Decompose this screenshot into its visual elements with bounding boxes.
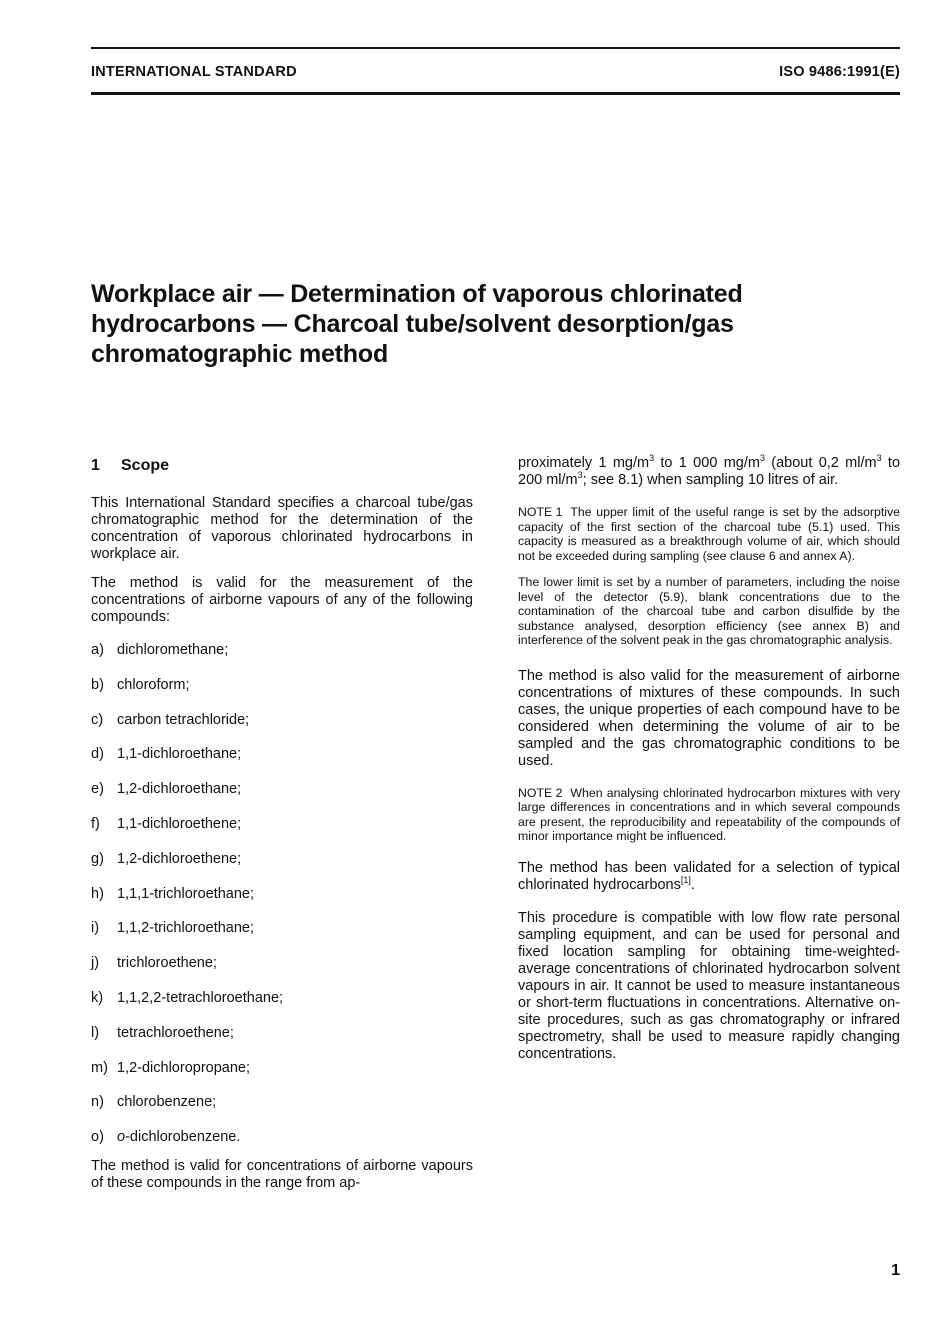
scope-paragraph-1: This International Standard specifies a charcoal tube/gas chromatographic method for the determination of the concentration of vaporous chlorinated hydrocarbons in workplace air. — [91, 495, 473, 562]
page-number: 1 — [891, 1262, 900, 1279]
right-column — [518, 455, 900, 1075]
list-item: c) carbon tetrachloride; — [91, 711, 250, 728]
section-heading-scope — [91, 455, 473, 477]
note-2: NOTE 2 When analysing chlorinated hydrocarbon mixtures with very large differences in concentrations and in which several compounds are present, the reproducibility and repeatability of the compounds of minor importance might be influenced. — [518, 785, 900, 843]
list-item: o) o-dichlorobenzene. — [91, 1129, 241, 1146]
scope-paragraph-2: The method is valid for the measurement of the concentrations of airborne vapours of any of the following compounds: — [91, 575, 473, 625]
header-top-rule — [91, 47, 900, 49]
left-column — [91, 455, 473, 1204]
document-title — [91, 279, 811, 369]
list-item: m) 1,2-dichloropropane; — [91, 1059, 251, 1076]
procedure-paragraph: This procedure is compatible with low flow rate personal sampling equipment, and can be used for personal and fixed location sampling for obtaining time-weighted-average concentrations of chlorinated hydrocarbon solvent vapours in air. It cannot be used to measure instantaneous or short-term fluctuations in concentrations. Alternative on-site procedures, such as gas chromatography or infrared spectrometry, shall be used to measure rapidly changing concentrations. — [518, 909, 900, 1062]
note-label: NOTE 2 — [518, 785, 563, 800]
list-item: b) chloroform; — [91, 676, 190, 693]
list-item: g) 1,2-dichloroethene; — [91, 850, 242, 867]
range-continuation: proximately 1 $mg/m^3$ to 1 000 $mg/m^3$ (about 0,2 $ml/m^3$ to 200 $ml/m^3$; see 8.1) when sampling 10 litres of air. — [518, 453, 901, 488]
validated-paragraph: The method has been validated for a selection of typical chlorinated hydrocarbons[1]. — [518, 859, 900, 893]
list-item: d) 1,1-dichloroethane; — [91, 746, 242, 763]
compound-list — [91, 642, 473, 1146]
list-item: k) 1,1,2,2-tetrachloroethane; — [91, 989, 284, 1006]
header-standard-number: ISO 9486:1991(E) — [779, 64, 900, 80]
list-item: h) 1,1,1-trichloroethane; — [91, 885, 255, 902]
section-number: 1 — [91, 457, 100, 474]
title-line-3: chromatographic method — [91, 340, 389, 368]
title-line-1: Workplace air — Determination of vaporous chlorinated — [91, 280, 743, 308]
list-item: n) chlorobenzene; — [91, 1094, 217, 1111]
title-line-2: hydrocarbons — Charcoal tube/solvent desorption/gas — [91, 310, 734, 338]
list-item: e) 1,2-dichloroethane; — [91, 781, 242, 798]
scope-paragraph-3: The method is valid for concentrations of airborne vapours of these compounds in the range from ap- — [91, 1158, 473, 1192]
list-item: j) trichloroethene; — [91, 955, 217, 972]
header-bottom-rule — [91, 92, 900, 95]
reference-marker: [1] — [680, 874, 691, 885]
list-item: f) 1,1-dichloroethene; — [91, 815, 242, 832]
list-item: l) tetrachloroethene; — [91, 1024, 234, 1041]
header-standard-type: INTERNATIONAL STANDARD — [91, 64, 297, 80]
mixtures-paragraph: The method is also valid for the measurement of airborne concentrations of mixtures of these compounds. In such cases, the unique properties of each compound have to be considered when determining the volume of air to be sampled and the gas chromatographic conditions to be used. — [518, 667, 900, 769]
list-item: i) 1,1,2-trichloroethane; — [91, 920, 255, 937]
note-label: NOTE 1 — [518, 505, 563, 519]
section-title: Scope — [121, 457, 170, 474]
note-1: NOTE 1 The upper limit of the useful range is set by the adsorptive capacity of the first section of the charcoal tube (5.1) used. This capacity is measured as a breakthrough volume of air, which should not be exceeded during sampling (see clause 6 and annex A). — [518, 505, 900, 563]
note-1-continued: The lower limit is set by a number of parameters, including the noise level of the detector (5.9), blank concentrations due to the contamination of the charcoal tube and carbon disulfide by the substance analysed, desorption efficiency (see annex B) and interference of the solvent peak in the gas chromatographic analysis. — [518, 575, 900, 647]
list-item: a) dichloromethane; — [91, 642, 229, 658]
